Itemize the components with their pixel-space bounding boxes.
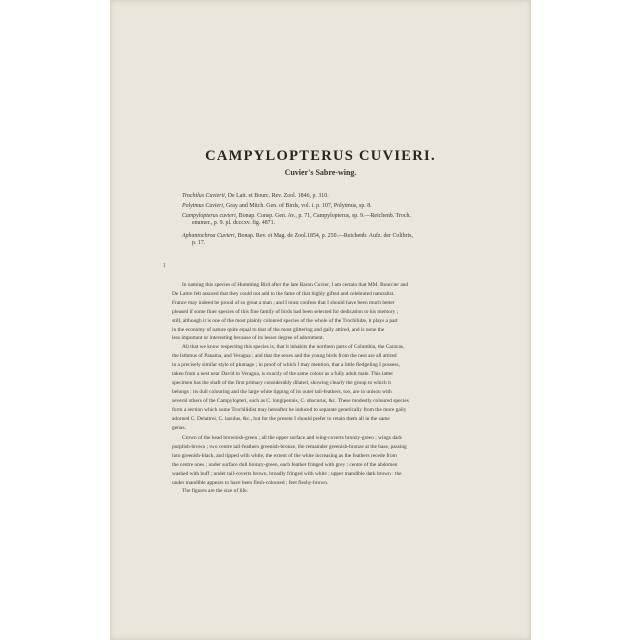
text-line: belongs : its dull colouring and the large white tipping of its outer tail-feathers, too, are in unison with — [172, 388, 392, 395]
synonym-entry — [182, 203, 482, 210]
document-page — [110, 0, 531, 640]
synonym-continuation: enumer., p. 9. pl. dcccxv. fig. 4871. — [192, 220, 276, 227]
synonym-entry — [182, 233, 482, 248]
synonym-name: Polytmus Cuvieri, — [182, 203, 225, 209]
text-line: The figures are the size of life. — [182, 488, 249, 495]
text-line: pleased if some finer species of this fine family of birds had been selected for dedication to his memory ; — [172, 308, 399, 315]
text-line: France may indeed be proud of so great a man ; and I must confess that I should have been much better — [172, 299, 395, 306]
text-line: into greenish-black, and tipped with white, the extent of the white increasing as the feathers recede from — [172, 452, 397, 459]
synonym-reference: Gray and Mitch. Gen. of Birds, vol. i. p. 107, Polytmus, sp. 8. — [226, 203, 372, 209]
synonym-reference: Bonap. Consp. Gen. Av., p. 71, Campylopterus, sp. 9.—Reichenb. Troch. — [238, 213, 411, 219]
synonym-reference: De Latt. et Bourc. Rev. Zool. 1846, p. 310. — [227, 193, 329, 199]
text-line: still, although it is one of the most plainly coloured species of the whole of the Trochilidæ, it plays a part — [172, 317, 398, 324]
text-line: under mandible appears to have been flesh-coloured ; feet fleshy-brown. — [172, 479, 329, 486]
synonym-reference: Bonap. Rev. et Mag. de Zool.1854, p. 250.—Reichenb. Aufz. der Colibris, — [237, 233, 413, 239]
text-line: taken from a nest near David in Veragua, is exactly of the same colour as a fully adult male. This latter — [172, 371, 394, 378]
synonym-name: Campylopterus cuvieri, — [182, 213, 238, 219]
text-line: in a precisely similar style of plumage ; in proof of which I may mention, that a little fledgeling I possess, — [172, 362, 400, 369]
text-line: less important or interesting because of its lesser degree of adornment. — [172, 335, 324, 342]
text-line: genus. — [172, 424, 186, 431]
text-line: Crown of the head brownish-green ; all the upper surface and wing-coverts bronzy-green ; wings dark — [182, 435, 402, 441]
synonym-entry — [182, 213, 482, 228]
synonym-continuation: p. 17. — [192, 240, 206, 247]
text-line: De Lattre felt assured that they could not add to the fame of that highly gifted and celebrated naturalist. — [172, 290, 395, 297]
body-text — [172, 281, 472, 432]
description-text — [172, 434, 472, 496]
text-line: the centre ones ; under surface dull bronzy-green, each feather fringed with grey ; centre of the abdomen — [172, 461, 398, 468]
text-line: washed with buff ; under tail-coverts brown, broadly fringed with white ; upper mandible dark brown : the — [172, 470, 402, 477]
synonym-name: Aphantochroa Cuvieri, — [182, 233, 237, 239]
text-line: All that we know respecting this species is, that it inhabits the northern parts of Columbia, the Caracas, — [182, 344, 405, 351]
synonym-entry — [182, 193, 482, 200]
text-line: form a section which some Trochilidist may hereafter be induced to separate generically from the more gaily — [172, 406, 407, 413]
text-line: purplish-brown ; two centre tail-feathers greenish-bronze, the remainder greenish-bronze at the base, passing — [172, 443, 407, 450]
synonym-name: Trochilus Cuvierii, — [182, 193, 227, 199]
text-line: several others of the Campylopteri, such as C. longipennis, C. obscurus, &c. These modestly coloured species — [172, 397, 409, 404]
text-line: in the economy of nature quite equal to that of the most glittering and gaily attired, and is none the — [172, 326, 385, 333]
text-line: adorned C. Delattrei, C. lazulus, &c., but for the present I should prefer to retain them all in the same — [172, 415, 390, 422]
common-name: Cuvier's Sabre-wing. — [284, 168, 357, 177]
margin-mark: 1 — [163, 263, 166, 269]
text-line: specimen has the shaft of the first primary considerably dilated, showing clearly the group to which it — [172, 379, 392, 386]
species-title: CAMPYLOPTERUS CUVIERI. — [205, 148, 436, 164]
text-line: In naming this species of Humming Bird after the late Baron Cuvier, I am certain that MM. Bourcier and — [182, 282, 409, 288]
text-line: the Isthmus of Panama, and Veragua ; and that the sexes and the young birds from the nest are all attired — [172, 353, 397, 360]
